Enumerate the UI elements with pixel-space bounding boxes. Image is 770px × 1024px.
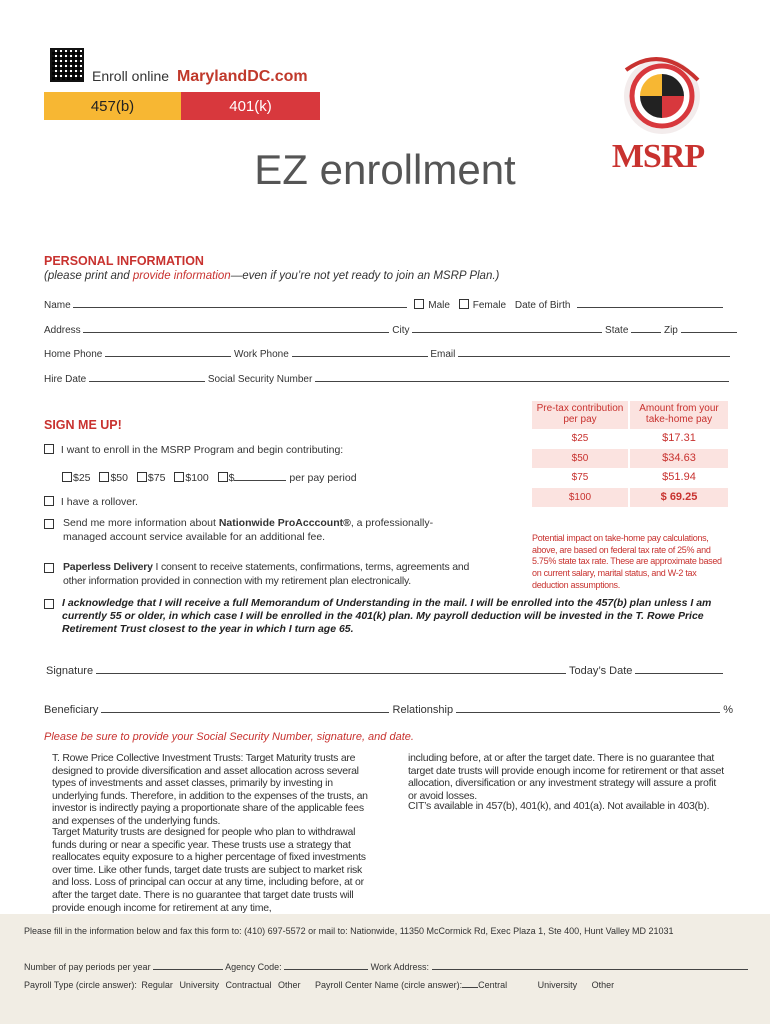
enroll-online <box>92 68 308 86</box>
amount-custom-field[interactable] <box>234 471 286 481</box>
ssn-label: Social Security Number <box>207 374 313 385</box>
personal-info-title: PERSONAL INFORMATION <box>44 254 204 268</box>
table-header <box>532 401 728 429</box>
center-option-university[interactable]: University <box>537 980 578 990</box>
enroll-option-label: I want to enroll in the MSRP Program and begin contributing: <box>60 444 344 456</box>
pay-periods-label: Number of pay periods per year <box>24 962 151 972</box>
amount-50-label: $50 <box>110 472 128 484</box>
takehome-cell: $17.31 <box>630 429 728 449</box>
dob-label: Date of Birth <box>514 300 571 311</box>
paperless-option <box>44 561 474 588</box>
subtitle-highlight: provide information <box>132 270 231 282</box>
work-phone-label: Work Phone <box>233 349 289 360</box>
payroll-option-contractual[interactable]: Contractual <box>225 980 272 990</box>
email-field[interactable] <box>458 347 730 357</box>
contribution-table <box>532 401 728 507</box>
rollover-label: I have a rollover. <box>60 496 138 508</box>
beneficiary-label: Beneficiary <box>44 704 99 716</box>
more-info-part-1: Send me more information about <box>63 517 219 529</box>
enroll-option <box>44 444 343 456</box>
work-phone-field[interactable] <box>292 347 428 357</box>
work-address-label: Work Address: <box>370 962 430 972</box>
amount-25-checkbox[interactable] <box>62 472 72 482</box>
takehome-cell: $ 69.25 <box>630 488 728 508</box>
payroll-option-university[interactable]: University <box>179 980 219 990</box>
amount-75-label: $75 <box>147 472 166 484</box>
table-row <box>532 429 728 449</box>
sign-up-title: SIGN ME UP! <box>44 418 122 432</box>
msrp-logo-icon <box>612 50 708 146</box>
hire-date-field[interactable] <box>89 372 205 382</box>
payroll-center-label: Payroll Center Name (circle answer): <box>315 980 463 990</box>
pretax-cell: $50 <box>532 449 630 469</box>
enroll-online-label: Enroll online <box>92 68 170 84</box>
table-col-pretax: Pre-tax contribution per pay <box>532 401 630 429</box>
disclosure-left-p2: Target Maturity trusts are designed for people who plan to withdrawal funds during or near a specific year. These trusts use a strategy that reallocates equity exposure to a higher percentage of fixed investments over time. Like other funds, target date trusts are subject to market risk and loss. Loss of principal can occur at any time, including before, at or after the target date. There is no guarantee that target date trusts will provide enough income for retirement at any time, <box>52 826 366 914</box>
city-label: City <box>392 325 410 336</box>
per-pay-period-label: per pay period <box>289 472 357 484</box>
relationship-field[interactable] <box>456 703 720 713</box>
acknowledge-checkbox[interactable] <box>44 599 54 609</box>
address-label: Address <box>44 325 81 336</box>
amount-100-label: $100 <box>185 472 209 484</box>
more-info-part-2: , a professionally-managed account service available for an additional fee. <box>63 517 434 543</box>
amount-custom-label: $ <box>228 472 235 484</box>
footer <box>0 914 770 1024</box>
name-field[interactable] <box>73 298 407 308</box>
row-signature <box>46 664 723 677</box>
personal-info-subtitle <box>44 270 499 282</box>
rollover-checkbox[interactable] <box>44 496 54 506</box>
center-option-other[interactable]: Other <box>591 980 615 990</box>
beneficiary-field[interactable] <box>101 703 389 713</box>
amount-custom-checkbox[interactable] <box>218 472 228 482</box>
page-title: EZ enrollment <box>254 146 516 193</box>
work-address-field[interactable] <box>432 961 748 970</box>
enroll-checkbox[interactable] <box>44 444 54 454</box>
address-field[interactable] <box>83 323 389 333</box>
takehome-cell: $34.63 <box>630 449 728 469</box>
disclosure-right-p1: including before, at or after the target date. There is no guarantee that target date trusts will provide enough income for retirement or that asset allocation, diversification or any investment strategy will assure a profit or avoid losses. <box>408 752 724 802</box>
table-col-takehome: Amount from your take-home pay <box>630 401 728 429</box>
hire-date-label: Hire Date <box>44 374 87 385</box>
takehome-cell: $51.94 <box>630 468 728 488</box>
percent-label: % <box>723 704 733 716</box>
home-phone-field[interactable] <box>105 347 231 357</box>
paperless-title: Paperless Delivery <box>63 561 153 573</box>
center-option-central[interactable]: Central <box>478 980 508 990</box>
footer-row-2 <box>24 979 614 990</box>
row-beneficiary <box>44 703 733 716</box>
female-label: Female <box>472 300 507 311</box>
row-hire <box>44 372 729 385</box>
row-name <box>44 298 723 311</box>
row-address <box>44 323 737 336</box>
table-row <box>532 468 728 488</box>
amount-75-checkbox[interactable] <box>137 472 147 482</box>
agency-code-label: Agency Code: <box>225 962 282 972</box>
name-label: Name <box>44 300 71 311</box>
home-phone-label: Home Phone <box>44 349 103 360</box>
payroll-option-other[interactable]: Other <box>278 980 301 990</box>
city-field[interactable] <box>412 323 602 333</box>
amount-25-label: $25 <box>73 472 91 484</box>
footer-instructions: Please fill in the information below and fax this form to: (410) 697-5572 or mail to: Nationwide, 11350 McCormick Rd, Exec Plaza 1, Ste 400, Hunt Valley MD 21031 <box>24 926 674 936</box>
paperless-checkbox[interactable] <box>44 563 54 573</box>
more-info-text <box>63 517 464 544</box>
row-phone <box>44 347 730 360</box>
tab-457b: 457(b) <box>44 92 181 120</box>
disclosure-right-p2: CIT’s available in 457(b), 401(k), and 401(a). Not available in 403(b). <box>408 800 710 812</box>
proaccount-name: Nationwide ProAcccount® <box>218 517 351 529</box>
ssn-field[interactable] <box>315 372 729 382</box>
amount-options <box>62 471 357 484</box>
pay-periods-field[interactable] <box>153 961 223 970</box>
amount-50-checkbox[interactable] <box>99 472 109 482</box>
qr-code <box>50 48 84 82</box>
payroll-type-label: Payroll Type (circle answer): <box>24 980 137 990</box>
male-checkbox[interactable] <box>414 299 424 309</box>
zip-field[interactable] <box>681 323 737 333</box>
acknowledge-option <box>44 597 734 635</box>
male-label: Male <box>428 300 450 311</box>
amount-100-checkbox[interactable] <box>174 472 184 482</box>
table-row <box>532 488 728 508</box>
todays-date-label: Today’s Date <box>569 665 633 677</box>
payroll-option-regular[interactable]: Regular <box>141 980 173 990</box>
more-info-checkbox[interactable] <box>44 519 54 529</box>
pretax-cell: $25 <box>532 429 630 449</box>
state-field[interactable] <box>631 323 661 333</box>
paperless-text <box>63 561 474 588</box>
todays-date-field[interactable] <box>635 664 723 674</box>
dob-field[interactable] <box>577 298 723 308</box>
paperless-description: I consent to receive statements, confirmations, terms, agreements and other information provided in connection with my retirement plan electronically. <box>63 561 470 587</box>
subtitle-part-1: (please print and <box>44 270 133 282</box>
pretax-cell: $75 <box>532 468 630 488</box>
rollover-option <box>44 496 138 508</box>
more-info-option <box>44 517 464 544</box>
website-link[interactable]: MarylandDC.com <box>176 68 308 85</box>
table-note: Potential impact on take-home pay calculations, above, are based on federal tax rate of 25% and 5.75% state tax rate. These are approximate based on current salary, marital status, and W-2 tax deduction assumptions. <box>532 533 722 590</box>
acknowledge-text: I acknowledge that I will receive a full Memorandum of Understanding in the mail. I will be enrolled into the 457(b) plan unless I am currently 55 or older, in which case I will be enrolled in the 401(k) plan. My payroll deduction will be invested in the T. Rowe Price Retirement Trust closest to the year in which I turn age 65. <box>62 597 712 635</box>
footer-row-1 <box>24 961 748 972</box>
msrp-logo-text: MSRP <box>611 138 705 175</box>
email-label: Email <box>430 349 456 360</box>
relationship-label: Relationship <box>392 704 454 716</box>
subtitle-part-2: —even if you’re not yet ready to join an MSRP Plan.) <box>230 270 500 282</box>
tab-401k: 401(k) <box>181 92 320 120</box>
table-row <box>532 449 728 469</box>
female-checkbox[interactable] <box>459 299 469 309</box>
reminder-text: Please be sure to provide your Social Security Number, signature, and date. <box>44 731 414 743</box>
signature-label: Signature <box>46 665 94 677</box>
zip-label: Zip <box>663 325 678 336</box>
signature-field[interactable] <box>96 664 566 674</box>
agency-code-field[interactable] <box>284 961 368 970</box>
disclosure-left-p1: T. Rowe Price Collective Investment Trusts: Target Maturity trusts are designed to provide diversification and asset allocation across several types of investments and asset classes, primarily by investing in underlying funds. Therefore, in addition to the expenses of the trusts, an investor is indirectly paying a proportionate share of the applicable fees and expenses of the underlying funds. <box>52 752 368 827</box>
pretax-cell: $100 <box>532 488 630 508</box>
payroll-center-field[interactable] <box>462 979 478 988</box>
state-label: State <box>605 325 629 336</box>
